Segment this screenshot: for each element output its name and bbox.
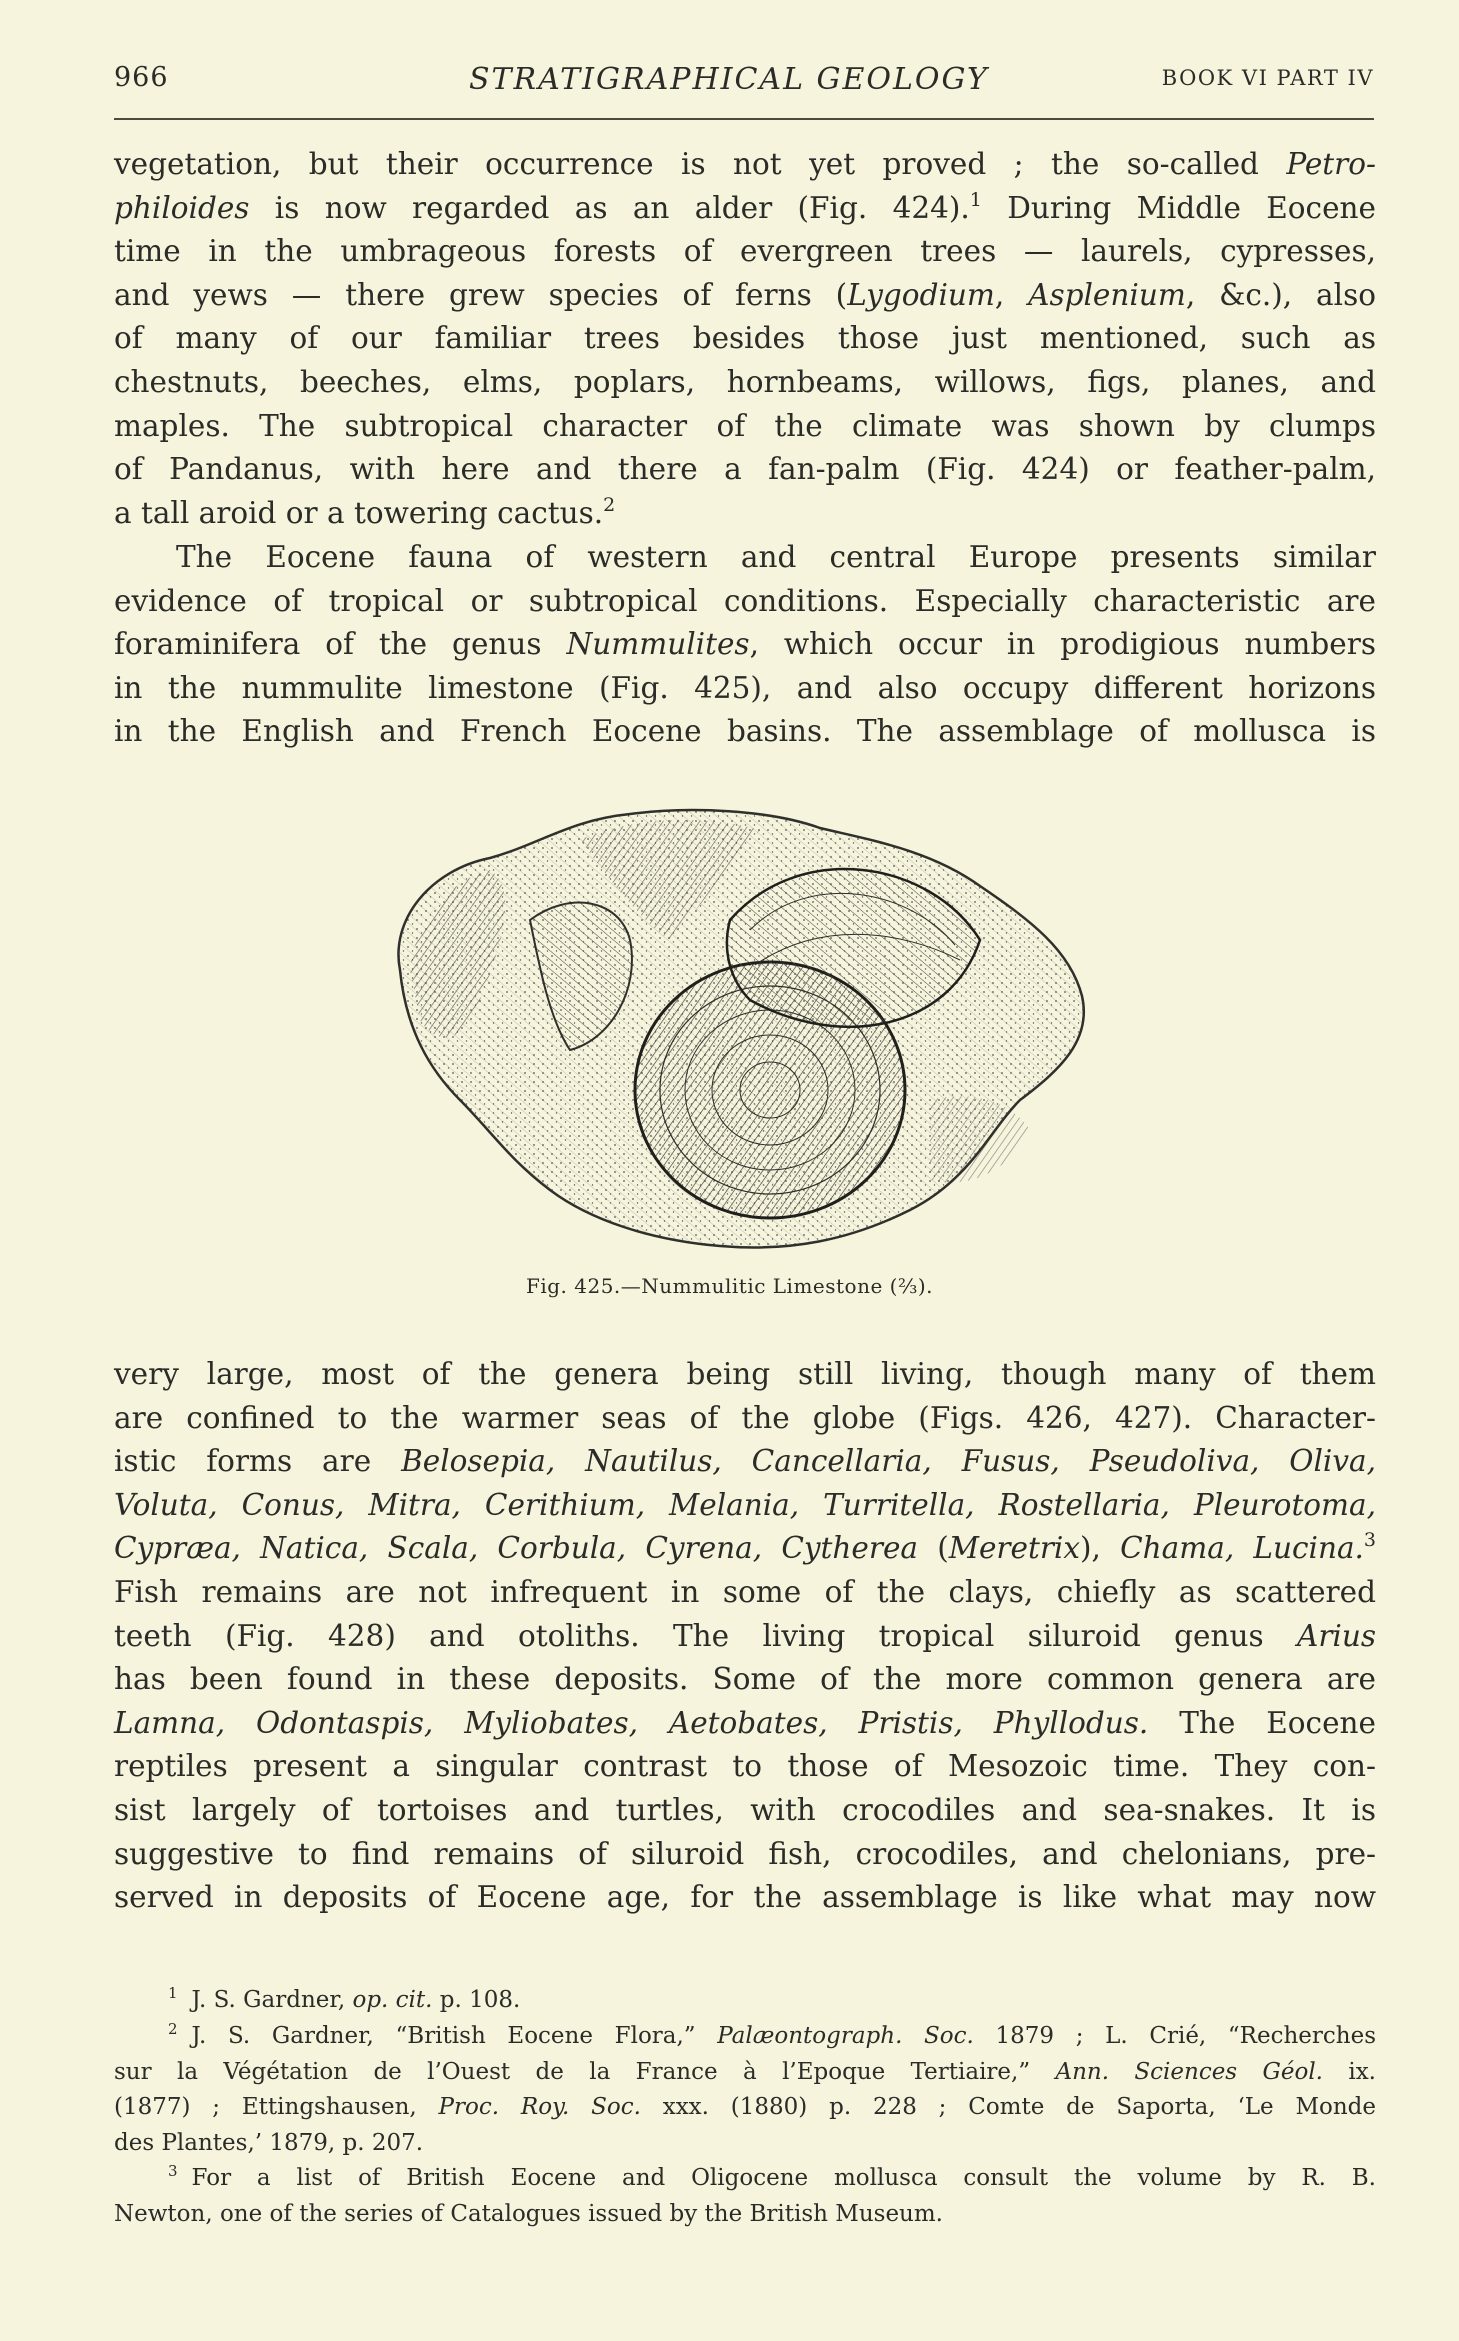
text-line: philoides is now regarded as an alder (Fig. 424).$^1$ During Middle Eocene xyxy=(114,188,1376,225)
footnote-ref: 1 xyxy=(969,188,982,211)
running-title: STRATIGRAPHICAL GEOLOGY xyxy=(469,62,989,97)
footnote-line: $^3$ For a list of British Eocene and Oligocene mollusca consult the volume by R. B. xyxy=(168,2162,1376,2191)
footnote-ref: 2 xyxy=(603,493,616,516)
book-part-label: BOOK VI PART IV xyxy=(1161,66,1374,90)
text-line: vegetation, but their occurrence is not yet proved ; the so-called Petro- xyxy=(114,147,1376,181)
text-line: istic forms are Belosepia, Nautilus, Cancellaria, Fusus, Pseudoliva, Oliva, xyxy=(114,1444,1376,1479)
text-line: in the nummulite limestone (Fig. 425), and also occupy different horizons xyxy=(114,670,1376,705)
figure-caption: Fig. 425.—Nummulitic Limestone (⅔). xyxy=(525,1274,934,1298)
paragraph-eocene-fauna xyxy=(114,536,1376,754)
page-number: 966 xyxy=(114,62,169,93)
footnote-line: des Plantes,’ 1879, p. 207. xyxy=(114,2129,424,2156)
text-line: maples. The subtropical character of the climate was shown by clumps xyxy=(114,408,1376,443)
text-line: suggestive to find remains of siluroid fish, crocodiles, and chelonians, pre- xyxy=(114,1836,1376,1871)
footnote-line: Newton, one of the series of Catalogues issued by the British Museum. xyxy=(114,2200,943,2227)
limestone-engraving xyxy=(370,800,1100,1260)
text-line: in the English and French Eocene basins. The assemblage of mollusca is xyxy=(114,714,1376,749)
footnote-3 xyxy=(114,2161,1376,2232)
text-line: time in the umbrageous forests of evergreen trees — laurels, cypresses, xyxy=(114,234,1376,269)
text-line: chestnuts, beeches, elms, poplars, hornbeams, willows, figs, planes, and xyxy=(114,364,1376,399)
text-line: are confined to the warmer seas of the globe (Figs. 426, 427). Character- xyxy=(114,1400,1376,1435)
paragraph-vegetation xyxy=(114,143,1376,535)
text-line: very large, most of the genera being still living, though many of them xyxy=(114,1357,1376,1391)
text-line: sist largely of tortoises and turtles, with crocodiles and sea-snakes. It is xyxy=(114,1792,1376,1827)
footnote-2 xyxy=(114,2019,1376,2161)
text-line: served in deposits of Eocene age, for the assemblage is like what may now xyxy=(114,1880,1376,1915)
footnote-ref: 3 xyxy=(1363,1529,1376,1552)
text-line: of Pandanus, with here and there a fan-palm (Fig. 424) or feather-palm, xyxy=(114,452,1376,487)
running-header xyxy=(114,62,1374,102)
text-line: evidence of tropical or subtropical conditions. Especially characteristic are xyxy=(114,583,1376,618)
header-rule xyxy=(114,118,1374,120)
text-line: teeth (Fig. 428) and otoliths. The living tropical siluroid genus Arius xyxy=(114,1618,1376,1653)
text-line: and yews — there grew species of ferns (Lygodium, Asplenium, &c.), also xyxy=(114,277,1376,312)
footnote-line: $^1$ J. S. Gardner, op. cit. p. 108. xyxy=(168,1984,521,2013)
footnote-line: $^2$ J. S. Gardner, “British Eocene Flora,” Palæontograph. Soc. 1879 ; L. Crié, “Recherches xyxy=(168,2020,1376,2049)
text-line: Voluta, Conus, Mitra, Cerithium, Melania, Turritella, Rostellaria, Pleurotoma, xyxy=(114,1487,1376,1522)
text-line: a tall aroid or a towering cactus.$^2$ xyxy=(114,493,616,530)
text-line: Cypræa, Natica, Scala, Corbula, Cyrena, Cytherea (Meretrix), Chama, Lucina.$^3$ xyxy=(114,1529,1376,1566)
text-line: foraminifera of the genus Nummulites, which occur in prodigious numbers xyxy=(114,627,1376,662)
text-line: of many of our familiar trees besides those just mentioned, such as xyxy=(114,321,1376,356)
text-line: Fish remains are not infrequent in some of the clays, chiefly as scattered xyxy=(114,1574,1376,1609)
footnote-line: (1877) ; Ettingshausen, Proc. Roy. Soc. xxx. (1880) p. 228 ; Comte de Saporta, ‘Le Monde xyxy=(114,2094,1377,2120)
text-line: Lamna, Odontaspis, Myliobates, Aetobates, Pristis, Phyllodus. The Eocene xyxy=(114,1705,1376,1740)
text-line: reptiles present a singular contrast to those of Mesozoic time. They con- xyxy=(114,1749,1376,1784)
footnote-1 xyxy=(114,1983,1376,2019)
text-line: The Eocene fauna of western and central Europe presents similar xyxy=(176,540,1376,574)
paragraph-mollusca xyxy=(114,1353,1376,1920)
nummulitic-limestone-figure xyxy=(370,800,1100,1260)
footnote-line: sur la Végétation de l’Ouest de la France à l’Epoque Tertiaire,” Ann. Sciences Géol. ix. xyxy=(114,2058,1376,2085)
text-line: has been found in these deposits. Some of the more common genera are xyxy=(114,1662,1376,1697)
